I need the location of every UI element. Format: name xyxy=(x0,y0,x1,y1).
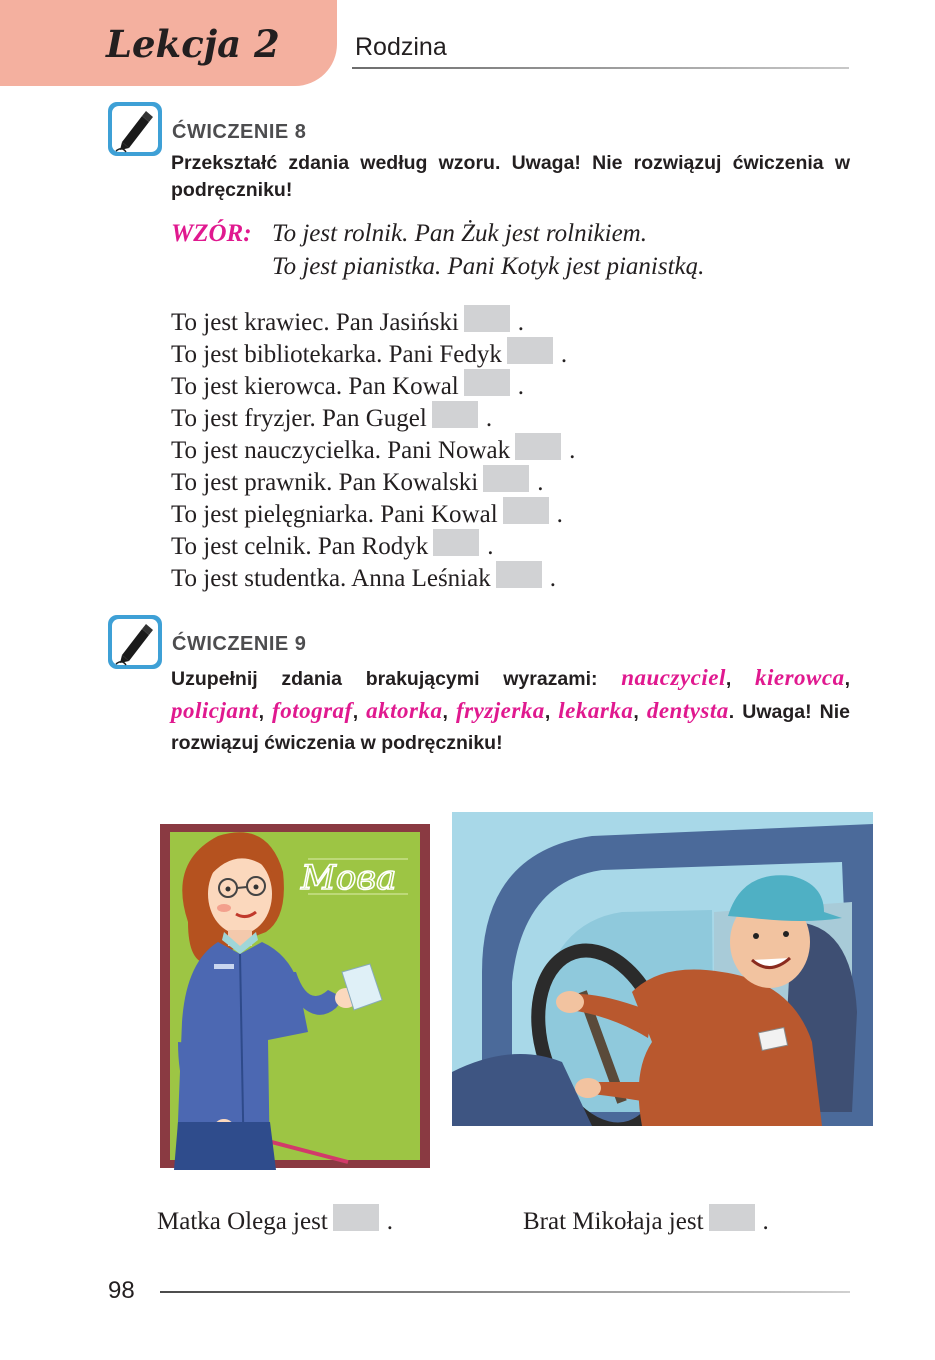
answer-blank xyxy=(432,401,478,428)
caption-period: . xyxy=(762,1208,769,1235)
caption-period: . xyxy=(386,1208,394,1235)
exercise-9-instruction xyxy=(171,662,850,759)
answer-blank xyxy=(496,561,542,588)
exercise-sentence xyxy=(171,497,563,531)
word-separator: , xyxy=(633,701,647,723)
answer-blank xyxy=(464,305,510,332)
answer-blank xyxy=(483,465,529,492)
lesson-title: Lekcja 2 xyxy=(106,22,280,66)
exercise-sentence xyxy=(171,337,567,371)
answer-blank xyxy=(333,1204,379,1231)
word-option: kierowca xyxy=(754,665,845,690)
sentence-period: . xyxy=(517,373,525,400)
sentence-text: To jest fryzjer. Pan Gugel xyxy=(171,405,427,432)
answer-blank xyxy=(507,337,553,364)
sentence-period: . xyxy=(560,341,568,368)
sentence-text: To jest pielęgniarka. Pani Kowal xyxy=(171,501,498,528)
sentence-text: To jest kierowca. Pan Kowal xyxy=(171,373,459,400)
word-separator: , xyxy=(544,701,559,723)
sentence-text: To jest nauczycielka. Pani Nowak xyxy=(171,437,511,464)
exercise-8-instruction: Przekształć zdania według wzoru. Uwaga! Nie rozwiązuj ćwiczenia w podręczniku! xyxy=(171,152,850,201)
caption-text: Brat Mikołaja jest xyxy=(523,1208,704,1235)
teacher-illustration xyxy=(158,822,432,1170)
pattern-line-2: To jest pianistka. Pani Kotyk jest pianistką. xyxy=(272,253,705,280)
sentence-period: . xyxy=(537,469,544,496)
instruction-start: Uzupełnij zdania brakującymi wyrazami: xyxy=(171,668,622,690)
sentence-period: . xyxy=(569,437,576,464)
footer-rule xyxy=(160,1291,850,1293)
pattern-label: WZÓR: xyxy=(171,220,252,247)
answer-blank xyxy=(515,433,561,460)
sentence-period: . xyxy=(517,309,525,336)
driver-illustration xyxy=(452,812,873,1126)
exercise-sentence xyxy=(171,529,494,563)
header-rule xyxy=(352,67,849,69)
answer-blank xyxy=(433,529,479,556)
sentence-period: . xyxy=(485,405,493,432)
caption-mother xyxy=(157,1204,393,1236)
word-separator: , xyxy=(352,701,367,723)
answer-blank xyxy=(503,497,549,524)
word-option: lekarka xyxy=(558,698,634,723)
sentence-period: . xyxy=(549,565,556,592)
sentence-text: To jest studentka. Anna Leśniak xyxy=(171,565,491,592)
page-number: 98 xyxy=(108,1277,135,1304)
sentence-period: . xyxy=(556,501,563,528)
word-separator: , xyxy=(442,701,456,723)
exercise-sentence xyxy=(171,433,575,467)
lesson-topic: Rodzina xyxy=(355,33,447,61)
word-option: nauczyciel xyxy=(621,665,726,690)
pen-icon xyxy=(108,102,162,156)
exercise-sentence xyxy=(171,305,524,339)
exercise-sentence xyxy=(171,561,556,595)
word-option: aktorka xyxy=(366,698,443,723)
word-option: policjant xyxy=(171,698,259,723)
sentence-text: To jest bibliotekarka. Pani Fedyk xyxy=(171,341,502,368)
instruction-end: . Uwaga! Nie rozwiązuj ćwiczenia w podręczniku! xyxy=(171,701,850,754)
exercise-9-title: ĆWICZENIE 9 xyxy=(172,633,307,655)
word-separator: , xyxy=(258,701,273,723)
exercise-8-title: ĆWICZENIE 8 xyxy=(172,121,307,143)
word-option: dentysta xyxy=(646,698,729,723)
sentence-text: To jest celnik. Pan Rodyk xyxy=(171,533,429,560)
board-text: Мова xyxy=(301,858,397,898)
exercise-sentence xyxy=(171,401,492,435)
exercise-sentence xyxy=(171,465,544,499)
answer-blank xyxy=(709,1204,755,1231)
word-option: fotograf xyxy=(272,698,353,723)
exercise-sentence xyxy=(171,369,524,403)
pattern-line-1: To jest rolnik. Pan Żuk jest rolnikiem. xyxy=(272,220,647,247)
answer-blank xyxy=(464,369,510,396)
sentence-text: To jest krawiec. Pan Jasiński xyxy=(171,309,459,336)
word-option: fryzjerka xyxy=(455,698,545,723)
sentence-text: To jest prawnik. Pan Kowalski xyxy=(171,469,479,496)
sentence-period: . xyxy=(487,533,494,560)
pen-icon xyxy=(108,615,162,669)
word-separator: , xyxy=(844,668,850,690)
word-separator: , xyxy=(725,668,755,690)
caption-text: Matka Olega jest xyxy=(157,1208,328,1235)
caption-brother xyxy=(523,1204,769,1236)
